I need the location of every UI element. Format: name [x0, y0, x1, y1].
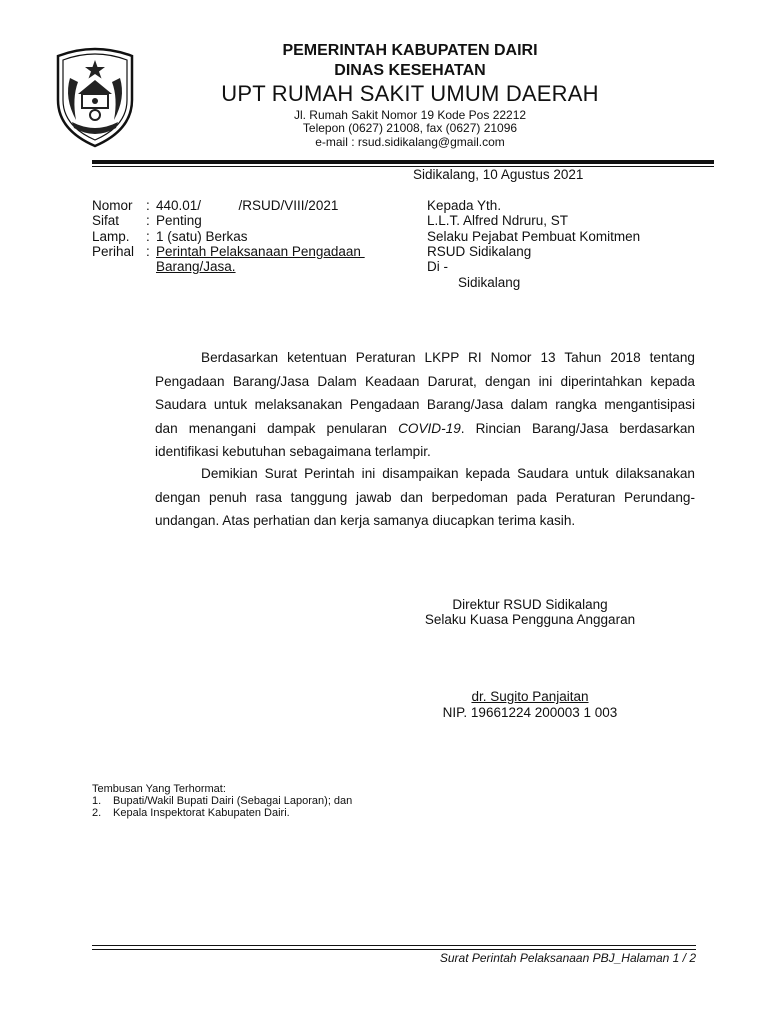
- sifat-value: Penting: [156, 213, 202, 228]
- body-paragraph-2-text: Demikian Surat Perintah ini disampaikan kepada Saudara untuk dilaksanakan dengan penuh rasa tanggung jawab dan berpedoman pada Peraturan Perundang-undangan. Atas perhatian dan kerja samanya diucapkan terima kasih.: [155, 466, 695, 528]
- page-footer: Surat Perintah Pelaksanaan PBJ_Halaman 1 / 2: [439, 951, 696, 965]
- perihal-value-line1: Perintah Pelaksanaan Pengadaan: [156, 244, 365, 259]
- recipient-role: Selaku Pejabat Pembuat Komitmen: [427, 229, 641, 244]
- nomor-value: 440.01/ /RSUD/VIII/2021: [156, 198, 339, 213]
- body-paragraph-2: [155, 462, 695, 533]
- recipient-city: Sidikalang: [458, 275, 521, 290]
- sifat-label: Sifat: [92, 213, 120, 228]
- nomor-colon: :: [146, 198, 150, 213]
- letterhead-address: Jl. Rumah Sakit Nomor 19 Kode Pos 22212: [293, 108, 527, 122]
- perihal-colon: :: [146, 244, 150, 259]
- letterhead-department: DINAS KESEHATAN: [334, 62, 486, 79]
- lamp-label: Lamp.: [92, 229, 130, 244]
- recipient-di: Di -: [427, 259, 448, 274]
- perihal-value-line2: Barang/Jasa.: [156, 259, 236, 274]
- signature-nip: NIP. 19661224 200003 1 003: [442, 705, 618, 720]
- letterhead-hospital: UPT RUMAH SAKIT UMUM DAERAH: [221, 81, 599, 106]
- footer-divider-bottom: [92, 949, 696, 950]
- perihal-label: Perihal: [92, 244, 135, 259]
- cc-item-1-number: 1.: [92, 795, 102, 807]
- letterhead-divider-thick: [92, 160, 714, 164]
- body-paragraph-1-covid: COVID-19: [398, 420, 461, 436]
- lamp-colon: :: [146, 229, 150, 244]
- body-paragraph-1-text-b: . Rincian Barang/Jasa berdasarkan identifikasi kebutuhan sebagaimana terlampir.: [155, 420, 695, 459]
- letterhead-phone: Telepon (0627) 21008, fax (0627) 21096: [302, 121, 518, 135]
- letterhead-government: PEMERINTAH KABUPATEN DAIRI: [282, 42, 538, 59]
- letterhead-divider-thin: [92, 166, 714, 167]
- body-paragraph-1: [155, 346, 695, 464]
- signature-name-text: dr. Sugito Panjaitan: [471, 689, 589, 704]
- signature-name: [400, 689, 660, 704]
- cc-item-1-text: Bupati/Wakil Bupati Dairi (Sebagai Laporan); dan: [113, 795, 353, 807]
- recipient-institution: RSUD Sidikalang: [427, 244, 532, 259]
- footer-divider-top: [92, 945, 696, 946]
- recipient-name: L.L.T. Alfred Ndruru, ST: [427, 213, 569, 228]
- recipient-greeting: Kepada Yth.: [427, 198, 502, 213]
- letter-date: Sidikalang, 10 Agustus 2021: [413, 167, 584, 182]
- nomor-label: Nomor: [92, 198, 133, 213]
- cc-heading: Tembusan Yang Terhormat:: [92, 783, 226, 795]
- sifat-colon: :: [146, 213, 150, 228]
- signature-title-2: Selaku Kuasa Pengguna Anggaran: [424, 612, 636, 627]
- signature-title-1: Direktur RSUD Sidikalang: [452, 597, 608, 612]
- lamp-value: 1 (satu) Berkas: [156, 229, 248, 244]
- body-paragraph-1-text-a: Berdasarkan ketentuan Peraturan LKPP RI Nomor 13 Tahun 2018 tentang Pengadaan Barang/Jasa Dalam Keadaan Darurat, dengan ini diperintahkan kepada Saudara untuk melaksanakan Pengadaan Barang/Jasa dalam rangka mengantisipasi dan menangani dampak penularan: [155, 350, 695, 436]
- cc-item-2-number: 2.: [92, 807, 102, 819]
- letterhead-email: e-mail : rsud.sidikalang@gmail.com: [315, 135, 505, 149]
- cc-item-2-text: Kepala Inspektorat Kabupaten Dairi.: [113, 807, 290, 819]
- kabupaten-dairi-emblem: [50, 38, 140, 150]
